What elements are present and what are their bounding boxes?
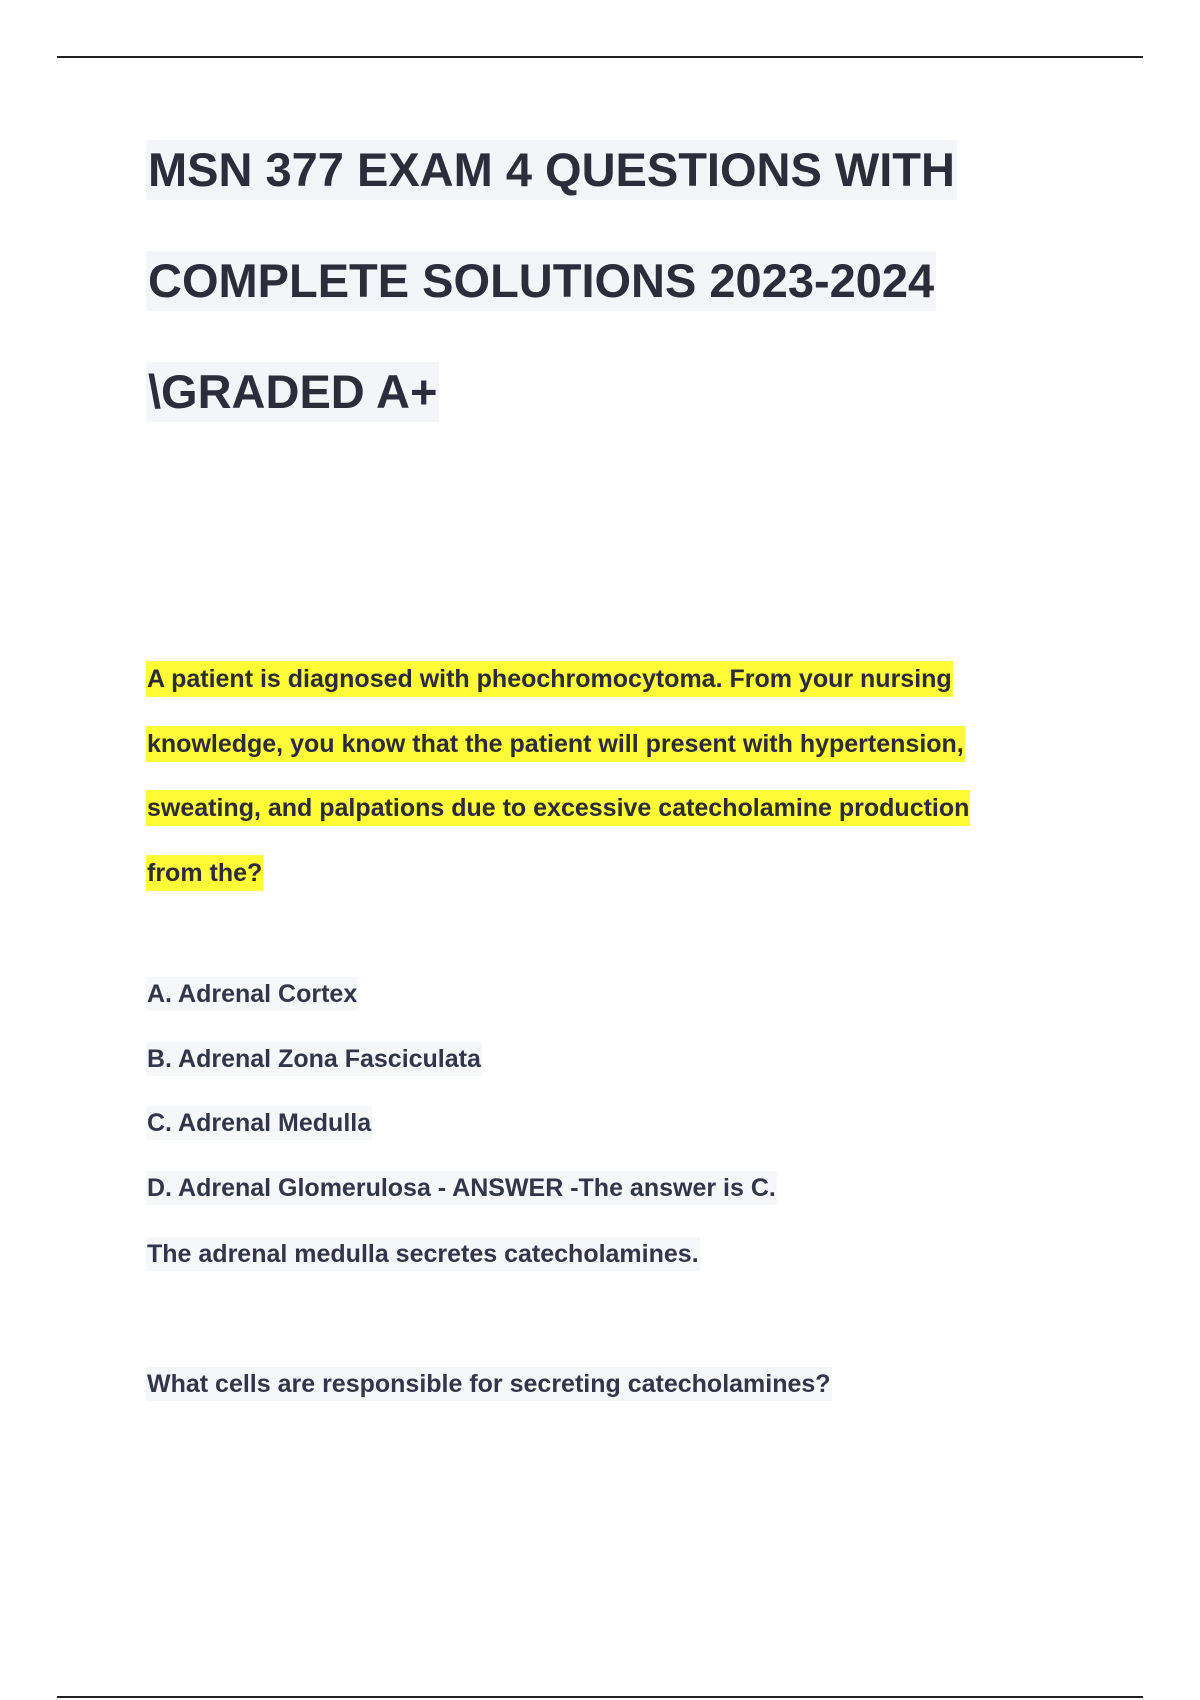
title-line-1: MSN 377 EXAM 4 QUESTIONS WITH [146, 140, 957, 200]
question-1-line-4: from the? [146, 855, 263, 891]
option-b: B. Adrenal Zona Fasciculata [146, 1042, 482, 1076]
question-1-line-1: A patient is diagnosed with pheochromocytoma. From your nursing [146, 661, 953, 697]
answer-explanation: The adrenal medulla secretes catecholamines. [146, 1237, 700, 1271]
question-1-line-2: knowledge, you know that the patient will present with hypertension, [146, 726, 965, 762]
bottom-rule [57, 1696, 1143, 1698]
title-line-3: \GRADED A+ [146, 362, 439, 422]
top-rule [57, 56, 1143, 58]
option-d-answer: D. Adrenal Glomerulosa - ANSWER -The answer is C. [146, 1171, 777, 1205]
title-line-2: COMPLETE SOLUTIONS 2023-2024 [146, 251, 936, 311]
question-1-options [146, 977, 1106, 1303]
question-1-line-3: sweating, and palpations due to excessive catecholamine production [146, 790, 970, 826]
question-2-text: What cells are responsible for secreting catecholamines? [146, 1367, 832, 1401]
question-2 [146, 1367, 1106, 1401]
document-title [146, 140, 1106, 473]
question-1 [146, 661, 1106, 919]
document-body [146, 140, 1106, 1401]
option-a: A. Adrenal Cortex [146, 977, 358, 1011]
option-c: C. Adrenal Medulla [146, 1106, 372, 1140]
